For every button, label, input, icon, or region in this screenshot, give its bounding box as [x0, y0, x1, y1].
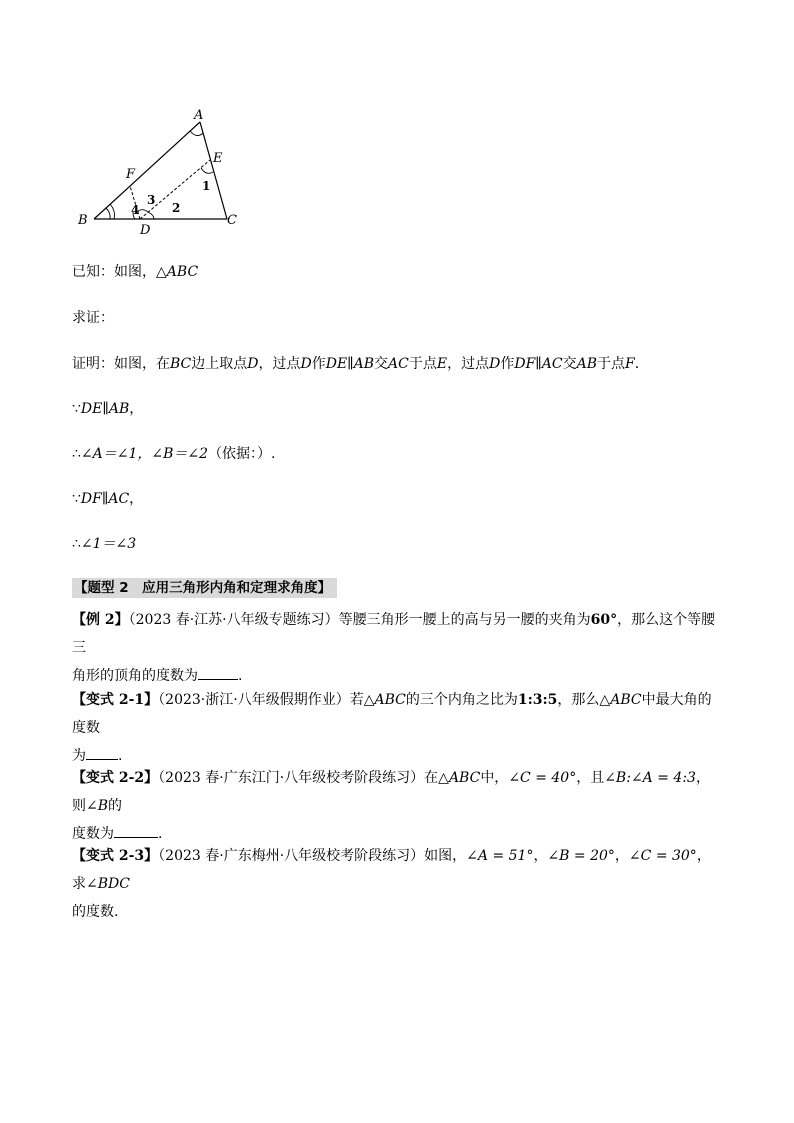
proof-text-11: .: [634, 356, 640, 372]
proof-text-2: 边上取点: [191, 356, 248, 372]
known-prefix: 已知：如图，: [72, 264, 156, 280]
example-text: 等腰三角形一腰上的高与另一腰的夹角为: [338, 612, 591, 628]
proof-e: E: [436, 356, 448, 372]
proof-text-3: ，过点: [258, 356, 301, 372]
variant-source: （2023 春·广东梅州·八年级校考阶段练习）: [158, 848, 425, 864]
variant-end: .: [158, 826, 163, 842]
because-statement-1: DE∥AB: [80, 401, 130, 417]
proof-line: [72, 354, 639, 374]
therefore-basis-1: （依据：）.: [208, 446, 276, 462]
because-line-1: [72, 399, 143, 419]
variant-text: 的三个内角之比为: [405, 692, 518, 708]
because-end-1: ，: [129, 401, 144, 417]
label-d: D: [140, 223, 151, 238]
angle-arc-1: [201, 168, 213, 173]
therefore-line-2: [72, 534, 136, 554]
variant-separator: ，: [533, 848, 548, 864]
label-angle-1: 1: [202, 179, 211, 193]
label-a: A: [194, 108, 204, 123]
answer-blank[interactable]: [86, 745, 118, 760]
variant-source: （2023 春·广东江门·八年级校考阶段练习）: [158, 770, 425, 786]
variant-text: ，那么△: [557, 692, 611, 708]
therefore-statement-1: ∠A＝∠1，∠B＝∠2: [80, 446, 209, 462]
variant-tag: 【变式 2-3】: [72, 848, 159, 864]
angle-arc-b-inner: [106, 208, 110, 219]
answer-blank[interactable]: [114, 823, 158, 838]
variant-question: ∠B: [86, 798, 109, 814]
because-statement-2: DF∥AC: [80, 491, 130, 507]
variant-question: ∠BDC: [86, 876, 130, 892]
therefore-statement-2: ∠1＝∠3: [80, 536, 137, 552]
example-text: ，那么这个等腰三: [72, 612, 716, 656]
proof-d2: D: [300, 356, 312, 372]
variant-text: 中最大角的度数: [72, 692, 712, 736]
therefore-symbol: ∴: [72, 536, 81, 552]
variant-end: .: [118, 748, 123, 764]
triangle-figure: [70, 100, 270, 240]
variant-text: 中，: [480, 770, 509, 786]
example-tag: 【例 2】: [72, 612, 129, 628]
variant-text: 若△: [349, 692, 375, 708]
therefore-symbol: ∴: [72, 446, 81, 462]
angle-arc-3: [138, 210, 148, 212]
variant-text: 的: [108, 798, 123, 814]
variant-angle-c: ∠C = 30°: [628, 848, 697, 864]
label-angle-4: 4: [131, 203, 140, 217]
section-heading: 【题型 2 应用三角形内角和定理求角度】: [72, 578, 337, 598]
side-ac: [200, 122, 227, 219]
variant-tag: 【变式 2-1】: [72, 692, 159, 708]
variant-text: 在△: [424, 770, 449, 786]
label-angle-2: 2: [172, 201, 181, 215]
because-end-2: ，: [129, 491, 144, 507]
proof-bc: BC: [170, 356, 192, 372]
proof-text-4: 作: [311, 356, 326, 372]
label-angle-3: 3: [147, 193, 156, 207]
variant-tag: 【变式 2-2】: [72, 770, 159, 786]
variant-text: ，且: [576, 770, 605, 786]
variant-2-1: [72, 686, 722, 770]
variant-text: 度数为: [72, 826, 114, 842]
proof-text-6: 于点: [408, 356, 437, 372]
answer-blank[interactable]: [198, 665, 238, 680]
known-line: [72, 262, 198, 282]
variant-text: 如图，: [424, 848, 467, 864]
label-c: C: [227, 213, 237, 228]
variant-condition: ∠C = 40°: [508, 770, 577, 786]
example-source: （2023 春·江苏·八年级专题练习）: [128, 612, 339, 628]
proof-d1: D: [247, 356, 259, 372]
variant-ratio: 1:3:5: [517, 692, 558, 708]
variant-text: ，则: [72, 770, 710, 814]
proof-text-8: 作: [500, 356, 515, 372]
proof-f: F: [624, 356, 635, 372]
proof-text-10: 于点: [596, 356, 625, 372]
variant-triangle: ABC: [448, 770, 481, 786]
proof-d3: D: [489, 356, 501, 372]
example-end: .: [238, 668, 243, 684]
proof-df-parallel: DF∥AC: [514, 356, 563, 372]
angle-arc-a: [190, 131, 203, 136]
proof-ab: AB: [576, 356, 597, 372]
variant-angle-b: ∠B = 20°: [547, 848, 615, 864]
variant-triangle: ABC: [610, 692, 642, 708]
variant-text: 为: [72, 748, 86, 764]
proof-ac: AC: [388, 356, 409, 372]
label-e: E: [213, 151, 223, 166]
variant-separator: ，: [614, 848, 629, 864]
because-symbol: ∵: [72, 491, 81, 507]
because-symbol: ∵: [72, 401, 81, 417]
variant-text: ，求: [72, 848, 711, 892]
variant-2-2: [72, 764, 722, 848]
angle-arc-2: [148, 212, 154, 219]
proof-text-7: ，过点: [447, 356, 490, 372]
because-line-2: [72, 489, 143, 509]
example-value: 60°: [590, 612, 618, 628]
angle-arc-b: [110, 204, 115, 219]
therefore-line-1: [72, 444, 276, 464]
triangle-diagram: [70, 100, 270, 240]
proof-text-9: 交: [562, 356, 577, 372]
proof-de-parallel: DE∥AB: [325, 356, 375, 372]
variant-condition: ∠B:∠A = 4:3: [604, 770, 696, 786]
label-b: B: [78, 213, 88, 228]
variant-text: 的度数.: [72, 904, 119, 920]
prove-label: 求证：: [72, 310, 114, 326]
known-triangle-name: ABC: [166, 264, 199, 280]
example-text: 角形的顶角的度数为: [72, 668, 198, 684]
example-2: [72, 606, 722, 690]
prove-line: [72, 308, 114, 328]
variant-source: （2023·浙江·八年级假期作业）: [158, 692, 350, 708]
proof-text-1: 证明：如图，在: [72, 356, 170, 372]
known-triangle-symbol: △: [156, 264, 167, 280]
variant-triangle: ABC: [374, 692, 406, 708]
label-f: F: [126, 167, 136, 182]
variant-2-3: [72, 842, 722, 926]
proof-text-5: 交: [374, 356, 389, 372]
variant-angle-a: ∠A = 51°: [466, 848, 534, 864]
